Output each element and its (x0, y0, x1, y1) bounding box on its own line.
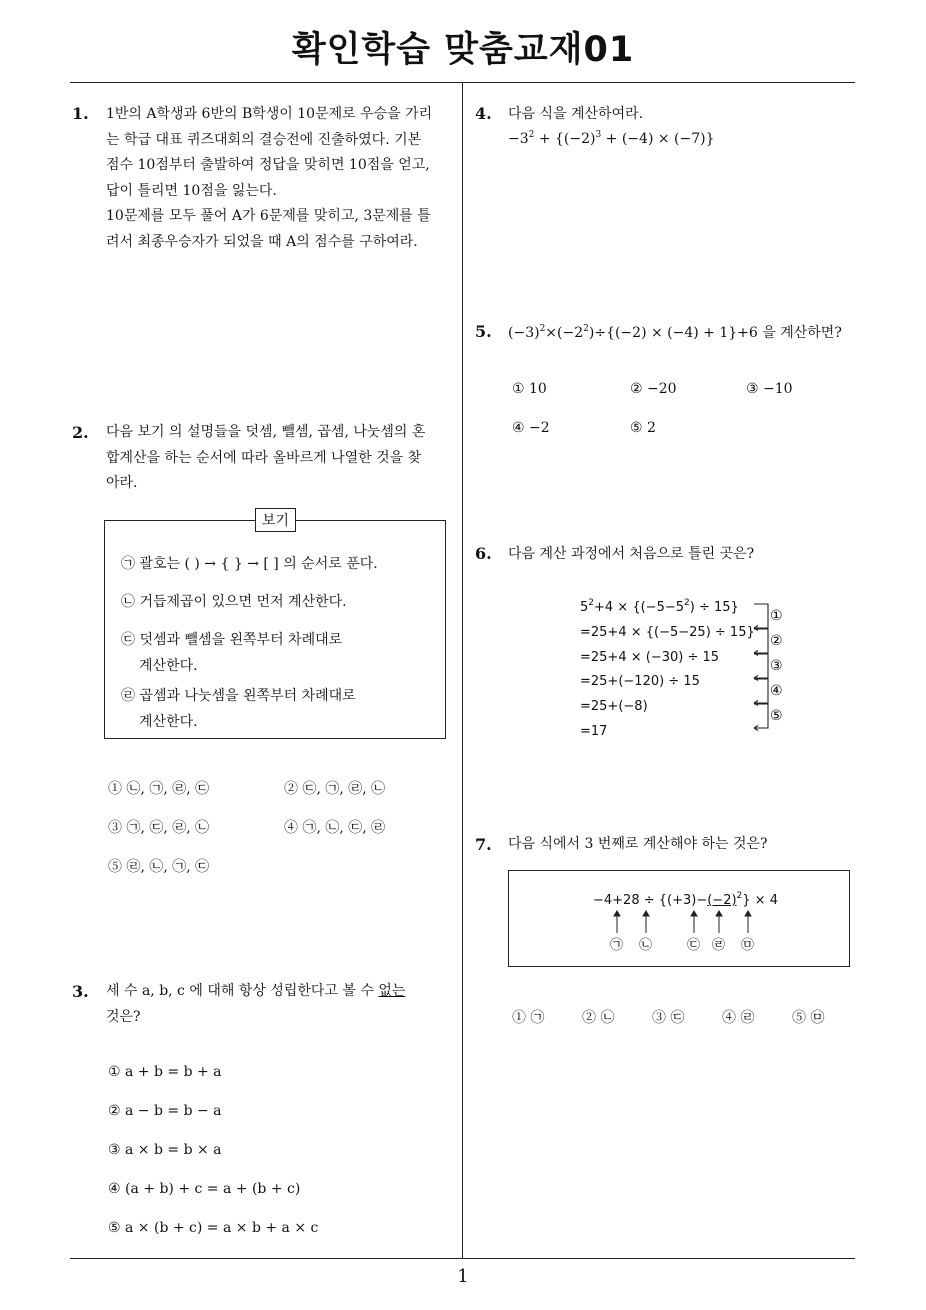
question-6-bracket-markers (750, 598, 810, 733)
question-2-option-5[interactable]: ⑤ ㉣, ㉡, ㉠, ㉢ (108, 859, 210, 875)
example-item-4-cont: 계산한다. (139, 714, 198, 730)
question-7-text: 다음 식에서 3 번째로 계산해야 하는 것은? (508, 836, 768, 852)
column-divider (462, 83, 463, 1259)
question-5-expression: $(-3)^2\times(-2^2)\div\{(-2) \times (-4) + 1\}+6$ 을 계산하면? (508, 324, 842, 341)
question-7-number: 7. (475, 835, 492, 854)
question-5-number: 5. (475, 322, 492, 341)
footer-rule (70, 1258, 855, 1259)
question-3-option-4[interactable]: ④ (a + b) + c = a + (b + c) (108, 1181, 301, 1197)
question-3-line: 것은? (106, 1008, 141, 1025)
marker-1: ① (770, 608, 783, 624)
question-7-option-3[interactable]: ③ ㉢ (652, 1010, 685, 1026)
question-5-option-5[interactable]: ⑤ 2 (630, 420, 656, 436)
question-7-expression-box (508, 870, 850, 967)
question-4-expression: $-3^2 + \{(-2)^3 + (-4) \times (-7)\}$ (508, 130, 715, 147)
question-4-text: 다음 식을 계산하여라. (508, 106, 644, 122)
question-3-option-2[interactable]: ② a − b = b − a (108, 1103, 222, 1119)
question-2-option-3[interactable]: ③ ㉠, ㉢, ㉣, ㉡ (108, 820, 210, 836)
question-1-text (106, 102, 458, 255)
question-3-number: 3. (72, 982, 89, 1001)
question-3-text (106, 979, 458, 1030)
marker-3: ③ (770, 658, 783, 674)
question-7-arrows (509, 871, 849, 966)
question-1-line: 는 학급 대표 퀴즈대회의 결승전에 진출하였다. 기본 (106, 131, 422, 148)
question-2-line: 다음 보기 의 설명들을 덧셈, 뺄셈, 곱셈, 나눗셈의 혼 (106, 424, 426, 440)
calc-step-5: =25+(−8) (580, 699, 648, 715)
question-1-line: 10문제를 모두 풀어 A가 6문제를 맞히고, 3문제를 틀 (106, 208, 431, 224)
question-6-text: 다음 계산 과정에서 처음으로 틀린 곳은? (508, 546, 755, 562)
question-7-expression: $-4+28 \div \{(+3)-(-2)^2\} \times 4$ (593, 891, 778, 908)
question-6-number: 6. (475, 544, 492, 563)
question-1-line: 1반의 A학생과 6반의 B학생이 10문제로 우승을 가리 (106, 106, 433, 122)
page-number: 1 (457, 1266, 469, 1287)
example-item-3: ㉢ 덧셈과 뺄셈을 왼쪽부터 차례대로 (121, 632, 343, 648)
question-1-line: 려서 최종우승자가 되었을 때 A의 점수를 구하여라. (106, 233, 418, 250)
question-3-option-3[interactable]: ③ a × b = b × a (108, 1142, 222, 1158)
label-c: ㉢ (687, 938, 701, 953)
marker-5: ⑤ (770, 708, 783, 724)
question-3-option-1[interactable]: ① a + b = b + a (108, 1064, 222, 1080)
question-5-option-3[interactable]: ③ −10 (746, 381, 793, 397)
question-7-option-1[interactable]: ① ㉠ (512, 1010, 545, 1026)
page-title: 확인학습 맞춤교재01 (291, 30, 635, 70)
question-3-line: 세 수 a, b, c 에 대해 항상 성립한다고 볼 수 (106, 983, 379, 999)
question-2-line: 합계산을 하는 순서에 따라 올바르게 나열한 것을 찾 (106, 449, 422, 466)
label-b: ㉡ (639, 938, 653, 953)
label-d: ㉣ (712, 938, 726, 953)
question-4-number: 4. (475, 104, 492, 123)
question-5-option-4[interactable]: ④ −2 (512, 420, 550, 436)
example-item-4: ㉣ 곱셈과 나눗셈을 왼쪽부터 차례대로 (121, 688, 356, 704)
example-item-2: ㉡ 거듭제곱이 있으면 먼저 계산한다. (121, 594, 347, 610)
label-a: ㉠ (610, 938, 624, 953)
question-5-option-1[interactable]: ① 10 (512, 381, 547, 397)
question-7-option-2[interactable]: ② ㉡ (582, 1010, 615, 1026)
marker-4: ④ (770, 683, 783, 699)
question-2-option-2[interactable]: ② ㉢, ㉠, ㉣, ㉡ (284, 781, 386, 797)
example-item-1: ㉠ 괄호는 ( ) → { } → [ ] 의 순서로 푼다. (121, 556, 378, 572)
calc-step-6: =17 (580, 723, 608, 739)
question-2-option-1[interactable]: ① ㉡, ㉠, ㉣, ㉢ (108, 781, 210, 797)
question-7-option-5[interactable]: ⑤ ㉤ (792, 1010, 825, 1026)
question-2-text (106, 420, 458, 497)
calc-step-2: =25+4 × {(−5−25) ÷ 15} (580, 624, 755, 640)
question-2-line: 아라. (106, 475, 138, 491)
question-5-option-2[interactable]: ② −20 (630, 381, 677, 397)
calc-step-1: $5^2+4 \times \{(-5-5^2) \div 15\}$ (580, 598, 739, 615)
example-box (104, 513, 446, 739)
question-1-line: 점수 10점부터 출발하여 정답을 맞히면 10점을 얻고, (106, 157, 430, 173)
question-6-steps (580, 591, 755, 745)
question-2-option-4[interactable]: ④ ㉠, ㉡, ㉢, ㉣ (284, 820, 386, 836)
marker-2: ② (770, 633, 783, 649)
calc-step-3: =25+4 × (−30) ÷ 15 (580, 649, 720, 665)
calc-step-4: =25+(−120) ÷ 15 (580, 674, 700, 690)
question-1-number: 1. (72, 104, 89, 123)
label-e: ㉤ (741, 938, 755, 953)
question-1-line: 답이 틀리면 10점을 잃는다. (106, 182, 277, 199)
example-item-3-cont: 계산한다. (139, 658, 198, 674)
question-2-number: 2. (72, 423, 89, 442)
question-3-emphasis: 없는 (378, 983, 406, 999)
example-box-label: 보기 (255, 508, 296, 532)
question-3-option-5[interactable]: ⑤ a × (b + c) = a × b + a × c (108, 1220, 319, 1236)
question-7-option-4[interactable]: ④ ㉣ (722, 1010, 755, 1026)
